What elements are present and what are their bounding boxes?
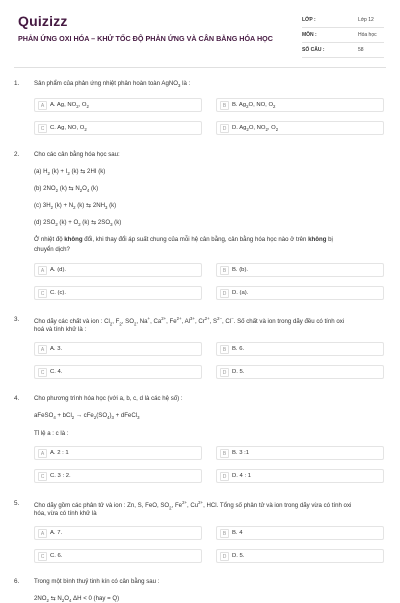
question-number: 6. xyxy=(14,578,20,585)
meta-row-class xyxy=(302,14,384,28)
meta-value: 58 xyxy=(358,47,364,53)
meta-value: Hóa học xyxy=(358,32,377,38)
option-letter-badge: B xyxy=(220,449,229,458)
option-text: C. (c). xyxy=(50,290,67,296)
worksheet-title: PHẢN ỨNG OXI HÓA – KHỬ TỐC ĐỘ PHẢN ỨNG VÀ CÂN BẰNG HÓA HỌC xyxy=(18,34,273,43)
option-c[interactable] xyxy=(34,469,202,483)
option-letter-badge: C xyxy=(38,368,47,377)
option-letter-badge: A xyxy=(38,345,47,354)
option-letter-badge: B xyxy=(220,101,229,110)
option-text: A. 2 : 1 xyxy=(50,450,69,456)
question-number: 5. xyxy=(14,500,20,507)
question-text: Sản phẩm của phản ứng nhiệt phân hoàn toàn AgNO$_3$ là : xyxy=(34,80,191,89)
option-letter-badge: D xyxy=(220,289,229,298)
question-text: Ở nhiệt độ không đổi, khi thay đổi áp suất chung của mỗi hệ cân bằng, cân bằng hóa học nào ở trên không bị xyxy=(34,236,333,243)
option-b[interactable] xyxy=(216,446,384,460)
option-text: A. 3. xyxy=(50,346,63,352)
option-letter-badge: A xyxy=(38,266,47,275)
question-number: 3. xyxy=(14,316,20,323)
option-c[interactable] xyxy=(34,365,202,379)
option-text: B. 6. xyxy=(232,346,245,352)
option-text: A. 7. xyxy=(50,530,63,536)
option-d[interactable] xyxy=(216,549,384,563)
option-b[interactable] xyxy=(216,526,384,540)
option-letter-badge: B xyxy=(220,345,229,354)
question-number: 2. xyxy=(14,151,20,158)
option-text: D. 5. xyxy=(232,369,245,375)
option-a[interactable] xyxy=(34,263,202,277)
meta-key: LỚP : xyxy=(302,17,316,23)
option-a[interactable] xyxy=(34,526,202,540)
option-text: A. Ag, $NO_2$, $O_2$ xyxy=(50,102,89,110)
question-number: 4. xyxy=(14,395,20,402)
option-text: B. $Ag_2O$, NO, $O_2$ xyxy=(232,102,276,110)
header-divider xyxy=(14,67,386,68)
option-letter-badge: D xyxy=(220,124,229,133)
option-text: C. 3 : 2. xyxy=(50,473,71,479)
meta-key: SỐ CÂU : xyxy=(302,47,325,53)
option-text: B. (b). xyxy=(232,267,249,273)
quizizz-logo: Quizizz xyxy=(18,13,68,29)
meta-value: Lớp 12 xyxy=(358,17,374,23)
option-letter-badge: C xyxy=(38,552,47,561)
option-text: A. (d). xyxy=(50,267,67,273)
option-c[interactable] xyxy=(34,286,202,300)
option-b[interactable] xyxy=(216,342,384,356)
question-text: hóa, vừa có tính khử là xyxy=(34,510,97,517)
option-letter-badge: A xyxy=(38,101,47,110)
question-text: (a) $H_2$ $(k) + I_2$ (k) ⇆ 2HI (k) xyxy=(34,168,106,177)
meta-row-subject xyxy=(302,29,384,43)
question-text: hoá và tính khử là : xyxy=(34,326,87,333)
meta-key: MÔN : xyxy=(302,32,317,38)
option-text: B. 3 :1 xyxy=(232,450,250,456)
option-text: C. 4. xyxy=(50,369,63,375)
option-c[interactable] xyxy=(34,121,202,135)
option-a[interactable] xyxy=(34,342,202,356)
option-letter-badge: A xyxy=(38,529,47,538)
question-text: $2NO_2$ ⇆ $N_2O_4$ ΔH < 0 (hay = Q) xyxy=(34,595,120,603)
question-text: (d) $2SO_2$ $(k) + O_2$ (k) ⇆ $2SO_3$ (k) xyxy=(34,219,122,228)
option-text: D. 4 : 1 xyxy=(232,473,251,479)
meta-row-question-count xyxy=(302,44,384,58)
question-text: Cho dãy các chất và ion : $Cl_2$, $F_2$, $SO_2$, Na+, $Ca^{2+}$, $Fe^{2+}$, $Al^{3+}$, $Cr^{2+}$, $S^{2-}$, Cl−. Số chất và ion trong dãy đều có tính oxi xyxy=(34,316,345,327)
question-text: (c) $3H_2$ $(k) + N_2$ (k) ⇆ $2NH_3$ (k) xyxy=(34,202,117,211)
question-text: chuyển dịch? xyxy=(34,246,70,253)
option-text: D. $Ag_2O$, $NO_2$, $O_2$ xyxy=(232,125,279,133)
option-d[interactable] xyxy=(216,286,384,300)
question-text: aFeSO$_4$ + $bCl_2 \to cFe_2(SO_4)_3$ + dFeCl$_3$ xyxy=(34,412,140,421)
option-text: D. 5. xyxy=(232,553,245,559)
question-number: 1. xyxy=(14,80,20,87)
option-letter-badge: C xyxy=(38,289,47,298)
question-text: (b) $2NO_2$ (k) ⇆ $N_2O_4$ (k) xyxy=(34,185,99,194)
question-text: Trong một bình thuỷ tinh kín có cân bằng sau : xyxy=(34,578,160,585)
question-text: Cho các cân bằng hóa học sau: xyxy=(34,151,120,158)
option-letter-badge: C xyxy=(38,472,47,481)
question-text: Cho dãy gồm các phân tử và ion : Zn, S, FeO, $SO_2$, $Fe^{2+}$, $Cu^{2+}$, HCl. Tổng số phân tử và ion trong dãy vừa có tính oxi xyxy=(34,500,352,511)
option-c[interactable] xyxy=(34,549,202,563)
option-text: D. (a). xyxy=(232,290,249,296)
option-letter-badge: C xyxy=(38,124,47,133)
option-text: C. Ag, NO, $O_2$ xyxy=(50,125,87,133)
option-d[interactable] xyxy=(216,121,384,135)
option-a[interactable] xyxy=(34,98,202,112)
option-letter-badge: D xyxy=(220,368,229,377)
question-text: Tỉ lệ a : c là : xyxy=(34,430,69,437)
option-letter-badge: D xyxy=(220,552,229,561)
option-letter-badge: D xyxy=(220,472,229,481)
option-letter-badge: B xyxy=(220,266,229,275)
option-text: C. 6. xyxy=(50,553,63,559)
option-b[interactable] xyxy=(216,263,384,277)
option-b[interactable] xyxy=(216,98,384,112)
option-d[interactable] xyxy=(216,365,384,379)
worksheet-header xyxy=(0,0,400,66)
option-a[interactable] xyxy=(34,446,202,460)
option-d[interactable] xyxy=(216,469,384,483)
option-letter-badge: B xyxy=(220,529,229,538)
question-text: Cho phương trình hóa học (với a, b, c, d là các hệ số) : xyxy=(34,395,183,402)
option-letter-badge: A xyxy=(38,449,47,458)
option-text: B. 4 xyxy=(232,530,243,536)
